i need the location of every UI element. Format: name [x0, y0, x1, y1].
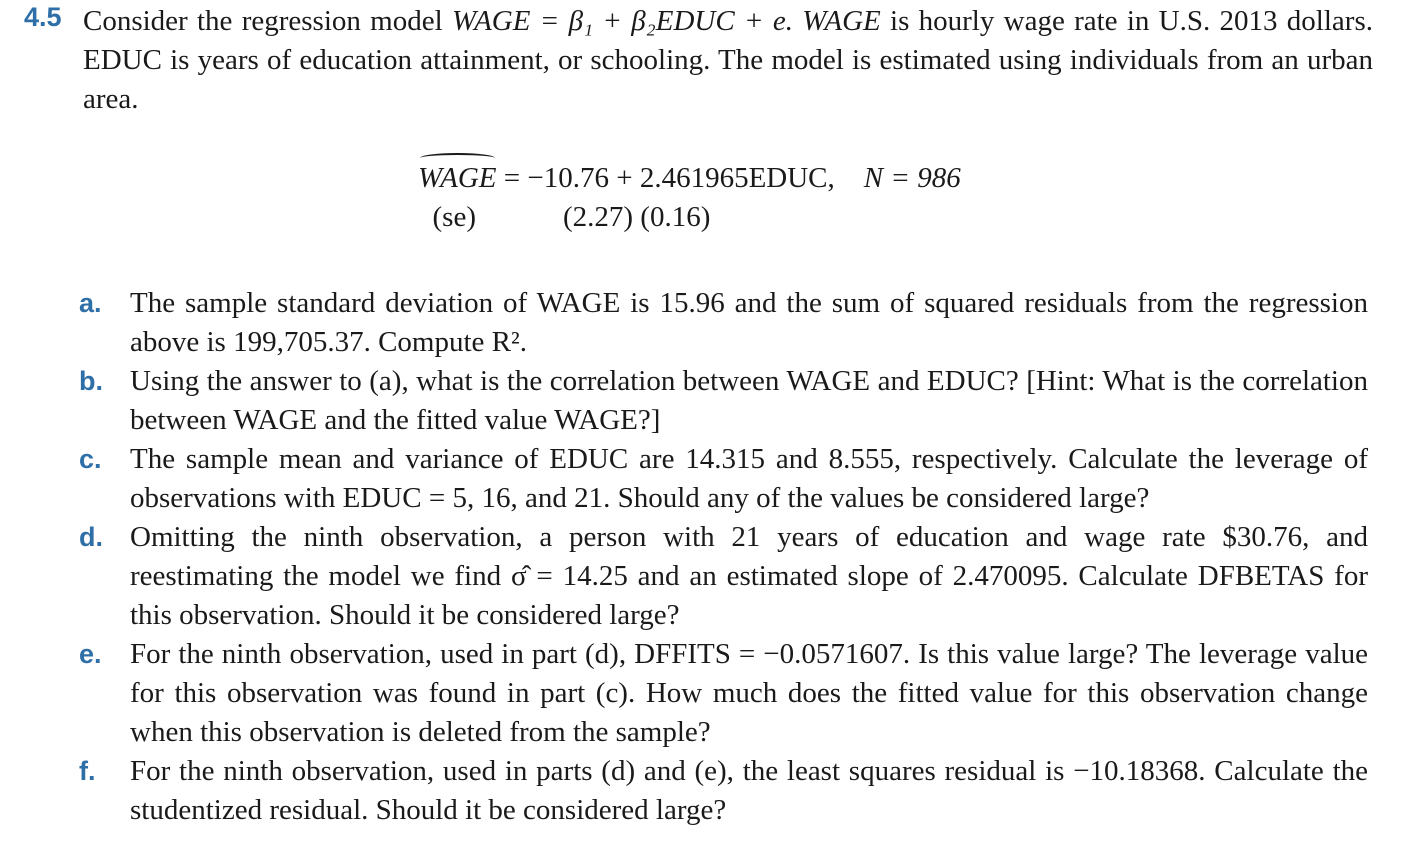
part-text: Using the answer to (a), what is the correlation between WAGE and EDUC? [Hint: What is the correlation between WAGE and the fitted value WAGE?]: [130, 365, 1368, 436]
intro-text-a: Consider the regression model: [83, 5, 452, 37]
part-text: Omitting the ninth observation, a person with 21 years of education and wage rate $30.76, and reestimating the model we find σ̂ = 14.25 and an estimated slope of 2.470095. Calculate DFBETAS for this observation. Should it be considered large?: [130, 521, 1368, 631]
part-label: d.: [79, 522, 103, 552]
part-label: f.: [79, 756, 96, 786]
part-label: b.: [79, 366, 103, 396]
part-c: [0, 440, 1406, 518]
problem-number: 4.5: [24, 2, 62, 32]
sample-size: N = 986: [863, 162, 961, 194]
part-text: For the ninth observation, used in parts (d) and (e), the least squares residual is −10.18368. Calculate the studentized residual. Should it be considered large?: [130, 755, 1368, 826]
equation-row: [418, 159, 961, 198]
problem-intro: [83, 2, 1373, 119]
part-e: [0, 635, 1406, 752]
se-values: (2.27) (0.16): [562, 201, 711, 233]
part-d: [0, 518, 1406, 635]
part-label: c.: [79, 444, 102, 474]
se-label: (se): [432, 201, 476, 233]
equation-rhs: = −10.76 + 2.461965EDUC,: [503, 162, 835, 194]
estimated-equation: [418, 159, 961, 237]
part-text: The sample standard deviation of WAGE is 15.96 and the sum of squared residuals from the regression above is 199,705.37. Compute R².: [130, 287, 1368, 358]
part-text: The sample mean and variance of EDUC are 14.315 and 8.555, respectively. Calculate the leverage of observations with EDUC = 5, 16, and 21. Should any of the values be considered large?: [130, 443, 1368, 514]
part-text: For the ninth observation, used in part (d), DFFITS = −0.0571607. Is this value large? The leverage value for this observation was found in part (c). How much does the fitted value for this observation change when this observation is deleted from the sample?: [130, 638, 1368, 748]
part-label: e.: [79, 639, 102, 669]
part-f: [0, 752, 1406, 830]
intro-text-b: is hourly wage rate in U.S. 2013 dollars. EDUC is years of education attainment, or schooling. The model is estimated using individuals from an urban area.: [83, 5, 1373, 115]
wage-hat: WAGE: [418, 159, 497, 198]
question-parts: [0, 284, 1406, 830]
model-expression: WAGE = β₁ + β₂EDUC + e. WAGE: [451, 5, 881, 37]
part-b: [0, 362, 1406, 440]
part-label: a.: [79, 288, 102, 318]
part-a: [0, 284, 1406, 362]
se-row: [418, 198, 961, 237]
